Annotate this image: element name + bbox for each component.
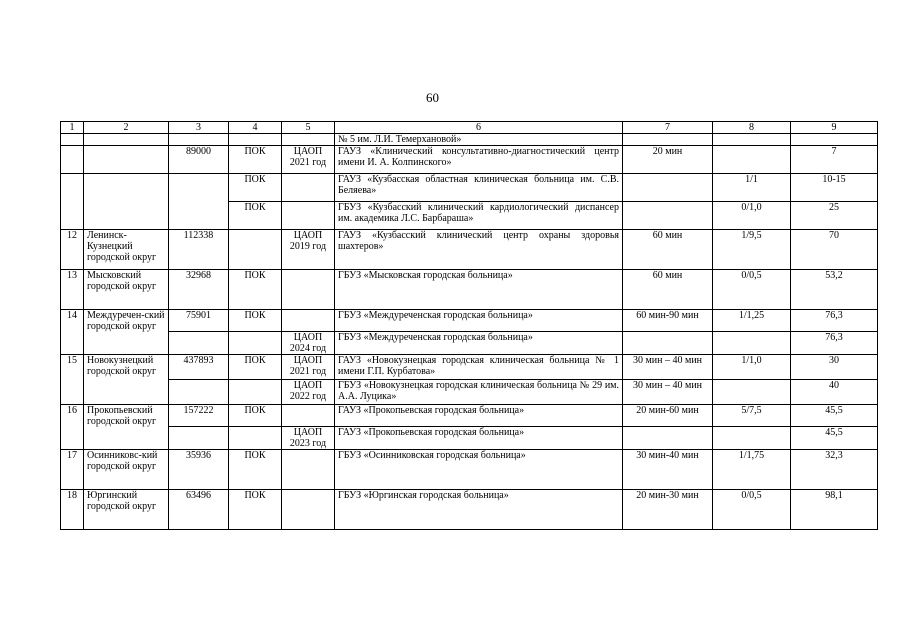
table-row: [61, 332, 878, 355]
type-cell: [229, 230, 282, 270]
time-cell: [623, 134, 713, 146]
center-cell: [282, 310, 335, 332]
distance-cell: 76,3: [791, 310, 878, 332]
type-cell: ПОК: [229, 146, 282, 174]
institution-cell: ГАУЗ «Прокопьевская городская больница»: [335, 427, 623, 450]
time-cell: [623, 332, 713, 355]
center-cell: [282, 405, 335, 427]
time-cell: [623, 427, 713, 450]
institution-cell: ГБУЗ «Мысковская городская больница»: [335, 270, 623, 310]
distance-cell: 45,5: [791, 427, 878, 450]
time-cell: 60 мин: [623, 270, 713, 310]
institution-cell: ГАУЗ «Кузбасский клинический центр охраны здоровья шахтеров»: [335, 230, 623, 270]
table-body: [61, 122, 878, 530]
distance-cell: 25: [791, 202, 878, 230]
population-cell: 75901: [169, 310, 229, 332]
municipality-cell: Новокузнецкий городской округ: [84, 355, 169, 405]
staff-cell: 0/1,0: [713, 202, 791, 230]
table-row: [61, 134, 878, 146]
time-cell: [623, 174, 713, 202]
staff-cell: 0/0,5: [713, 490, 791, 530]
center-cell: [282, 202, 335, 230]
column-number: 6: [335, 122, 623, 134]
column-number: 4: [229, 122, 282, 134]
municipality-cell: Мысковский городской округ: [84, 270, 169, 310]
population-cell: 32968: [169, 270, 229, 310]
time-cell: 30 мин – 40 мин: [623, 355, 713, 380]
time-cell: 20 мин: [623, 146, 713, 174]
staff-cell: 1/1,0: [713, 355, 791, 380]
page-number: 60: [426, 90, 439, 105]
time-cell: 30 мин-40 мин: [623, 450, 713, 490]
table-row: [61, 427, 878, 450]
table-row: [61, 450, 878, 490]
center-cell: [282, 134, 335, 146]
staff-cell: [713, 134, 791, 146]
municipality-cell: Юргинский городской округ: [84, 490, 169, 530]
time-cell: [623, 202, 713, 230]
staff-cell: [713, 427, 791, 450]
institution-cell: ГАУЗ «Клинический консультативно-диагностический центр имени И. А. Колпинского»: [335, 146, 623, 174]
time-cell: 60 мин-90 мин: [623, 310, 713, 332]
population-cell: 437893: [169, 355, 229, 380]
row-number-cell: 13: [61, 270, 84, 310]
population-cell: 157222: [169, 405, 229, 427]
row-number-cell: [61, 146, 84, 174]
table-row: [61, 490, 878, 530]
distance-cell: [791, 134, 878, 146]
type-cell: [229, 332, 282, 355]
type-cell: [229, 134, 282, 146]
distance-cell: 45,5: [791, 405, 878, 427]
municipality-cell: [84, 146, 169, 174]
distance-cell: 98,1: [791, 490, 878, 530]
distance-cell: 10-15: [791, 174, 878, 202]
institution-cell: ГАУЗ «Новокузнецкая городская клиническая больница № 1 имени Г.П. Курбатова»: [335, 355, 623, 380]
table-row: [61, 355, 878, 380]
center-cell: [282, 490, 335, 530]
type-cell: ПОК: [229, 174, 282, 202]
institution-cell: ГАУЗ «Прокопьевская городская больница»: [335, 405, 623, 427]
type-cell: ПОК: [229, 405, 282, 427]
column-number: 3: [169, 122, 229, 134]
type-cell: ПОК: [229, 450, 282, 490]
municipality-cell: Прокопьевский городской округ: [84, 405, 169, 450]
staff-cell: 0/0,5: [713, 270, 791, 310]
column-number-row: [61, 122, 878, 134]
center-cell: ЦАОП 2023 год: [282, 427, 335, 450]
column-number: 5: [282, 122, 335, 134]
center-cell: [282, 270, 335, 310]
column-number: 8: [713, 122, 791, 134]
municipality-cell: [84, 134, 169, 146]
staff-cell: [713, 146, 791, 174]
distance-cell: 32,3: [791, 450, 878, 490]
type-cell: ПОК: [229, 355, 282, 380]
row-number-cell: 17: [61, 450, 84, 490]
distance-cell: 7: [791, 146, 878, 174]
row-number-cell: 16: [61, 405, 84, 450]
row-number-cell: 12: [61, 230, 84, 270]
column-number: 9: [791, 122, 878, 134]
staff-cell: 1/1,75: [713, 450, 791, 490]
institution-cell: ГАУЗ «Кузбасская областная клиническая больница им. С.В. Беляева»: [335, 174, 623, 202]
institution-cell: ГБУЗ «Кузбасский клинический кардиологический диспансер им. академика Л.С. Барбараша»: [335, 202, 623, 230]
population-cell: [169, 134, 229, 146]
center-cell: ЦАОП 2021 год: [282, 146, 335, 174]
institution-cell: ГБУЗ «Междуреченская городская больница»: [335, 332, 623, 355]
table-row: [61, 310, 878, 332]
population-cell: [169, 380, 229, 405]
population-cell: [169, 427, 229, 450]
staff-cell: 1/9,5: [713, 230, 791, 270]
table-row: [61, 405, 878, 427]
municipality-cell: Междуречен-ский городской округ: [84, 310, 169, 355]
population-cell: [169, 174, 229, 230]
center-cell: ЦАОП 2024 год: [282, 332, 335, 355]
institution-cell: ГБУЗ «Новокузнецкая городская клиническая больница № 29 им. А.А. Луцика»: [335, 380, 623, 405]
center-cell: [282, 450, 335, 490]
table-row: [61, 230, 878, 270]
municipality-cell: Ленинск-Кузнецкий городской округ: [84, 230, 169, 270]
distance-cell: 53,2: [791, 270, 878, 310]
type-cell: [229, 380, 282, 405]
institution-cell: ГБУЗ «Осинниковская городская больница»: [335, 450, 623, 490]
table-row: [61, 174, 878, 202]
distance-cell: 40: [791, 380, 878, 405]
staff-cell: 1/1,25: [713, 310, 791, 332]
row-number-cell: 14: [61, 310, 84, 355]
institution-cell: ГБУЗ «Юргинская городская больница»: [335, 490, 623, 530]
population-cell: 89000: [169, 146, 229, 174]
center-cell: ЦАОП 2021 год: [282, 355, 335, 380]
data-table: [60, 121, 878, 530]
time-cell: 30 мин – 40 мин: [623, 380, 713, 405]
institution-cell: № 5 им. Л.И. Темерхановой»: [335, 134, 623, 146]
distance-cell: 30: [791, 355, 878, 380]
center-cell: ЦАОП 2019 год: [282, 230, 335, 270]
time-cell: 60 мин: [623, 230, 713, 270]
staff-cell: [713, 332, 791, 355]
municipality-cell: [84, 174, 169, 230]
institution-cell: ГБУЗ «Междуреченская городская больница»: [335, 310, 623, 332]
type-cell: [229, 427, 282, 450]
row-number-cell: [61, 174, 84, 230]
table-row: [61, 380, 878, 405]
municipality-cell: Осинниковс-кий городской округ: [84, 450, 169, 490]
staff-cell: 5/7,5: [713, 405, 791, 427]
type-cell: ПОК: [229, 202, 282, 230]
column-number: 1: [61, 122, 84, 134]
row-number-cell: 15: [61, 355, 84, 405]
row-number-cell: 18: [61, 490, 84, 530]
table-row: [61, 270, 878, 310]
staff-cell: [713, 380, 791, 405]
population-cell: 63496: [169, 490, 229, 530]
type-cell: ПОК: [229, 310, 282, 332]
column-number: 7: [623, 122, 713, 134]
population-cell: [169, 332, 229, 355]
population-cell: 35936: [169, 450, 229, 490]
distance-cell: 76,3: [791, 332, 878, 355]
distance-cell: 70: [791, 230, 878, 270]
type-cell: ПОК: [229, 270, 282, 310]
column-number: 2: [84, 122, 169, 134]
time-cell: 20 мин-30 мин: [623, 490, 713, 530]
time-cell: 20 мин-60 мин: [623, 405, 713, 427]
type-cell: ПОК: [229, 490, 282, 530]
population-cell: 112338: [169, 230, 229, 270]
center-cell: ЦАОП 2022 год: [282, 380, 335, 405]
table-row: [61, 146, 878, 174]
row-number-cell: [61, 134, 84, 146]
center-cell: [282, 174, 335, 202]
staff-cell: 1/1: [713, 174, 791, 202]
